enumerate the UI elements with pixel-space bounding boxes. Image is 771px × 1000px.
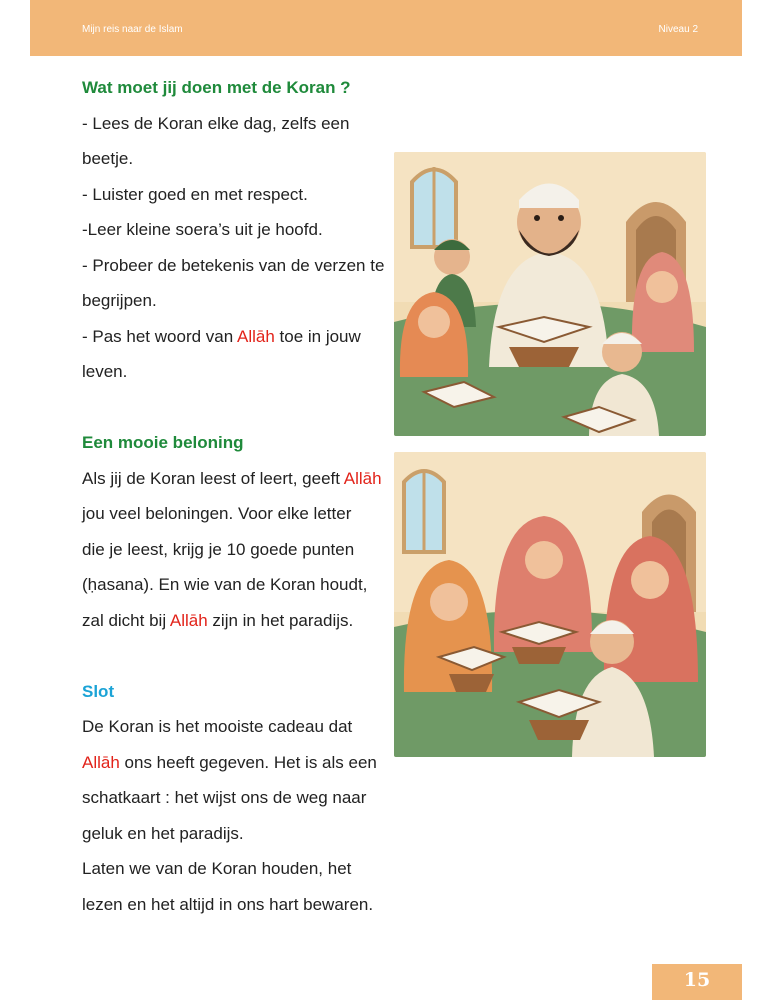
text-line: beetje. <box>82 149 134 168</box>
text-line: die je leest, krijg je 10 goede punten <box>82 539 355 559</box>
page-number: 15 <box>652 964 742 1000</box>
page-text <box>82 70 402 922</box>
text-fragment: zal dicht bij <box>82 610 170 630</box>
text-line: - Probeer de betekenis van de verzen te <box>82 255 385 275</box>
text-line: schatkaart : het wijst ons de weg naar <box>82 788 367 807</box>
text-line: - Luister goed en met respect. <box>82 184 308 204</box>
illustration-teacher-children <box>394 152 706 436</box>
text-fragment: Als jij de Koran leest of leert, geeft <box>82 468 344 488</box>
text-fragment: ons heeft gegeven. Het is als een <box>119 752 377 772</box>
section-heading-reward: Een mooie beloning <box>82 433 244 452</box>
page-header <box>30 0 742 56</box>
illustration-children-reading <box>394 452 706 757</box>
allah-word: Allāh <box>169 610 208 630</box>
allah-word: Allāh <box>82 752 120 772</box>
allah-word: Allāh <box>343 468 382 488</box>
text-line: Laten we van de Koran houden, het <box>82 859 352 878</box>
text-line: geluk en het paradijs. <box>82 823 244 843</box>
text-line: - Lees de Koran elke dag, zelfs een <box>82 113 350 133</box>
level-label: Niveau 2 <box>658 24 698 35</box>
text-line: leven. <box>82 362 128 381</box>
text-line: begrijpen. <box>82 291 157 310</box>
text-line: De Koran is het mooiste cadeau dat <box>82 717 353 736</box>
book-title: Mijn reis naar de Islam <box>82 24 183 35</box>
allah-word: Allāh <box>236 326 275 346</box>
text-line <box>82 603 402 639</box>
text-line: lezen en het altijd in ons hart bewaren. <box>82 894 374 914</box>
text-fragment: zijn in het paradijs. <box>207 610 354 630</box>
text-line <box>82 745 402 781</box>
text-line: -Leer kleine soera’s uit je hoofd. <box>82 220 323 239</box>
text-line: (ḥasana). En wie van de Koran houdt, <box>82 575 368 594</box>
text-line: jou veel beloningen. Voor elke letter <box>82 504 352 523</box>
section-heading-quran: Wat moet jij doen met de Koran ? <box>82 78 351 97</box>
text-fragment: toe in jouw <box>274 326 361 346</box>
section-heading-conclusion: Slot <box>82 681 115 701</box>
text-fragment: - Pas het woord van <box>82 326 237 346</box>
text-line <box>82 461 402 497</box>
text-line <box>82 319 402 355</box>
